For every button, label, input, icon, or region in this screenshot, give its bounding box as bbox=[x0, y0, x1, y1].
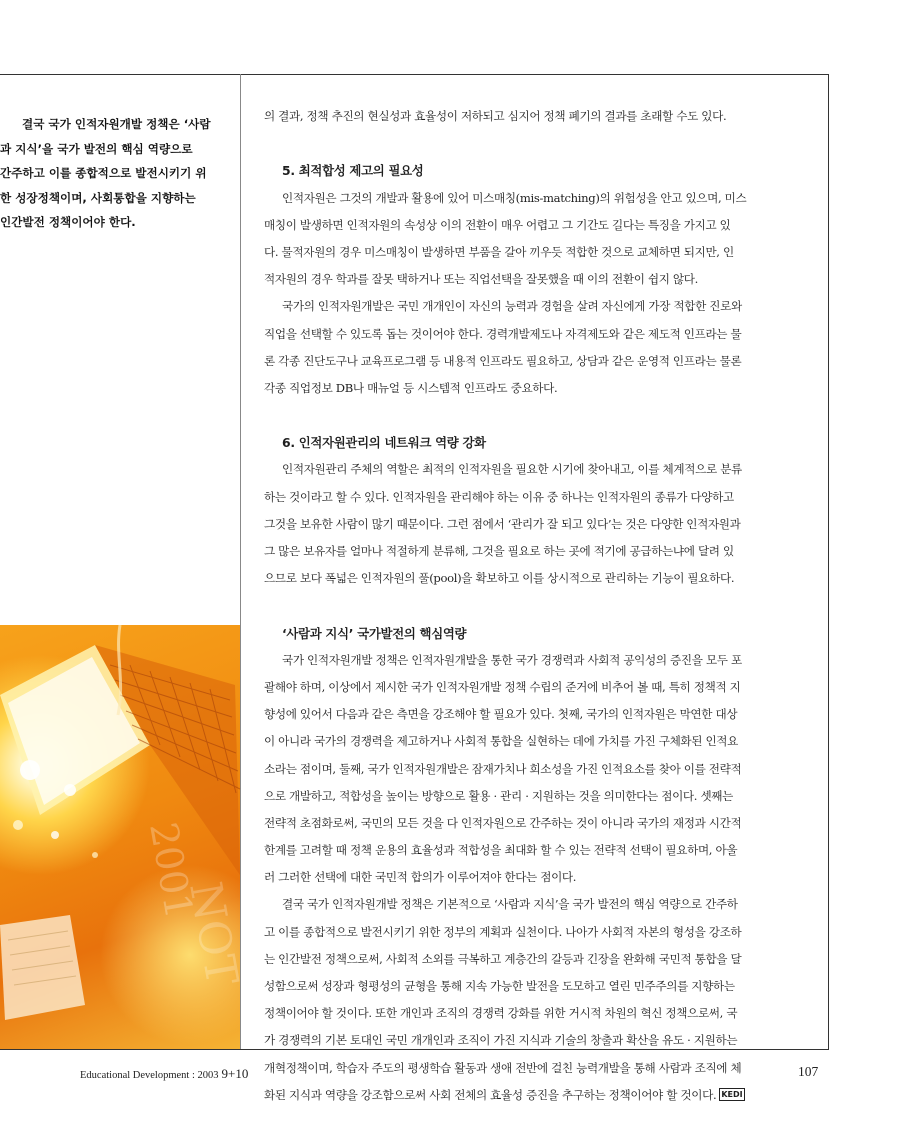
paragraph-line: 론 각종 진단도구나 교육프로그램 등 내용적 인프라도 필요하고, 상담과 같은 운영적 인프라는 물론 bbox=[264, 353, 742, 368]
paragraph-line: 그것을 보유한 사람이 많기 때문이다. 그런 점에서 ‘관리가 잘 되고 있다’는 것은 다양한 인적자원과 bbox=[264, 516, 741, 531]
paragraph-line: 국가의 인적자원개발은 국민 개개인이 자신의 능력과 경험을 살려 자신에게 가장 적합한 진로와 bbox=[282, 299, 742, 314]
paragraph-line: 전략적 초점화로써, 국민의 모든 것을 다 인적자원으로 간주하는 것이 아니라 국가의 재정과 시간적 bbox=[264, 815, 742, 830]
paragraph-line: 가 경쟁력의 기본 토대인 국민 개개인과 조직이 가진 지식과 기술의 창출과 확산을 유도 · 지원하는 bbox=[264, 1033, 738, 1048]
paragraph-line: 개혁정책이며, 학습자 주도의 평생학습 활동과 생애 전반에 걸친 능력개발을 통해 사람과 조직에 체 bbox=[264, 1060, 742, 1075]
paragraph-line: 고 이를 종합적으로 발전시키기 위한 정부의 계획과 실천이다. 나아가 사회적 자본의 형성을 강조하 bbox=[264, 924, 742, 939]
paragraph-line: 는 인간발전 정책으로써, 사회적 소외를 극복하고 계층간의 갈등과 긴장을 완화해 국민적 통합을 달 bbox=[264, 951, 742, 966]
column-divider bbox=[240, 74, 241, 1049]
page-number: 107 bbox=[798, 1064, 819, 1079]
paragraph-line: 성함으로써 성장과 형평성의 균형을 통해 지속 가능한 발전을 도모하고 열린 민주주의를 지향하는 bbox=[264, 979, 735, 993]
paragraph-line: 러 그러한 선택에 대한 국민적 합의가 이루어져야 한다는 점이다. bbox=[264, 870, 577, 885]
paragraph-spacer bbox=[264, 592, 812, 619]
section-heading: 6. 인적자원관리의 네트워크 역량 강화 bbox=[282, 435, 486, 451]
pull-quote-line: 한 성장정책이며, 사회통합을 지향하는 bbox=[0, 190, 196, 205]
frame-top-rule bbox=[0, 74, 828, 75]
paragraph-line: 직업을 선택할 수 있도록 돕는 것이어야 한다. 경력개발제도나 자격제도와 같은 제도적 인프라는 물 bbox=[264, 326, 742, 341]
paragraph-line: 향성에 있어서 다음과 같은 측면을 강조해야 할 필요가 있다. 첫째, 국가의 인적자원은 막연한 대상 bbox=[264, 707, 738, 722]
section-heading: ‘사람과 지식’ 국가발전의 핵심역량 bbox=[282, 625, 467, 641]
pull-quote-line: 간주하고 이를 종합적으로 발전시키기 위 bbox=[0, 166, 207, 180]
pull-quote-line: 결국 국가 인적자원개발 정책은 ‘사람 bbox=[22, 117, 211, 131]
footer-issue: 9+10 bbox=[221, 1066, 249, 1081]
paragraph-line: 정책이어야 할 것이다. 또한 개인과 조직의 경쟁력 강화를 위한 거시적 차원의 혁신 정책으로써, 국 bbox=[264, 1006, 738, 1021]
pull-quote-line: 과 지식’을 국가 발전의 핵심 역량으로 bbox=[0, 141, 193, 156]
paragraph-line: 으므로 보다 폭넓은 인적자원의 풀(pool)을 확보하고 이를 상시적으로 관리하는 기능이 필요하다. bbox=[264, 571, 735, 586]
paragraph-line: 괄해야 하며, 이상에서 제시한 국가 인적자원개발 정책 수립의 준거에 비추어 볼 때, 특히 정책적 지 bbox=[264, 679, 741, 694]
paragraph-line: 이 아니라 국가의 경쟁력을 제고하거나 사회적 통합을 실현하는 데에 가치를 가진 구체화된 인적요 bbox=[264, 734, 739, 749]
paragraph-line-last bbox=[264, 1082, 812, 1109]
svg-text:2001: 2001 bbox=[141, 818, 202, 922]
pull-quote bbox=[0, 112, 230, 235]
laptop-illustration-icon bbox=[0, 625, 248, 1049]
kedi-logo-icon: KEDI bbox=[721, 1089, 743, 1099]
paragraph-line: 국가 인적자원개발 정책은 인적자원개발을 통한 국가 경쟁력과 사회적 공익성의 증진을 모두 포 bbox=[282, 652, 742, 667]
paragraph-spacer bbox=[264, 402, 812, 429]
paragraph-line: 하는 것이라고 할 수 있다. 인적자원을 관리해야 하는 이유 중 하나는 인적자원의 종류가 다양하고 bbox=[264, 489, 734, 504]
footer-journal-name: Educational Development : 2003 bbox=[80, 1070, 219, 1081]
paragraph-line: 매칭이 발생하면 인적자원의 속성상 이의 전환이 매우 어렵고 그 기간도 길다는 특징을 가지고 있 bbox=[264, 217, 731, 232]
paragraph-line: 으로 개발하고, 적합성을 높이는 방향으로 활용 · 관리 · 지원하는 것을 의미한다는 점이다. 셋째는 bbox=[264, 788, 733, 803]
paragraph-line: 각종 직업정보 DB나 매뉴얼 등 시스템적 인프라도 중요하다. bbox=[264, 380, 558, 395]
laptop-photo bbox=[0, 625, 248, 1049]
svg-text:NOT: NOT bbox=[179, 878, 248, 990]
paragraph-line: 인적자원관리 주체의 역할은 최적의 인적자원을 필요한 시기에 찾아내고, 이를 체계적으로 분류 bbox=[282, 462, 742, 477]
paragraph-line: 결국 국가 인적자원개발 정책은 기본적으로 ‘사람과 지식’을 국가 발전의 핵심 역량으로 간주하 bbox=[282, 897, 738, 912]
article-body bbox=[264, 103, 812, 1109]
paragraph-line-text: 화된 지식과 역량을 강조함으로써 사회 전체의 효율성 증진을 추구하는 정책이어야 할 것이다. bbox=[264, 1087, 717, 1102]
paragraph-line: 다. 물적자원의 경우 미스매칭이 발생하면 부품을 갈아 끼우듯 적합한 것으로 교체하면 되지만, 인 bbox=[264, 244, 734, 259]
paragraph-spacer bbox=[264, 130, 812, 157]
paragraph-line: 그 많은 보유자를 얼마나 적절하게 분류해, 그것을 필요로 하는 곳에 적기에 공급하는냐에 달려 있 bbox=[264, 544, 734, 558]
frame-right-rule bbox=[828, 74, 829, 1049]
paragraph-line: 소라는 점이며, 둘째, 국가 인적자원개발은 잠재가치나 희소성을 가진 인적요소를 찾아 이를 전략적 bbox=[264, 761, 742, 776]
paragraph-line: 인적자원은 그것의 개발과 활용에 있어 미스매칭(mis-matching)의 위험성을 안고 있으며, 미스 bbox=[282, 190, 747, 205]
pull-quote-line: 인간발전 정책이어야 한다. bbox=[0, 215, 136, 229]
paragraph-line: 적자원의 경우 학과를 잘못 택하거나 또는 직업선택을 잘못했을 때 이의 전환이 쉽지 않다. bbox=[264, 272, 698, 287]
paragraph-line: 한계를 고려할 때 정책 운용의 효율성과 적합성을 최대화 할 수 있는 전략적 선택이 필요하며, 아울 bbox=[264, 843, 738, 858]
footer-journal bbox=[80, 1066, 248, 1082]
paragraph-line: 의 결과, 정책 추진의 현실성과 효율성이 저하되고 심지어 정책 폐기의 결과를 초래할 수도 있다. bbox=[264, 109, 727, 123]
section-heading: 5. 최적합성 제고의 필요성 bbox=[282, 163, 424, 179]
